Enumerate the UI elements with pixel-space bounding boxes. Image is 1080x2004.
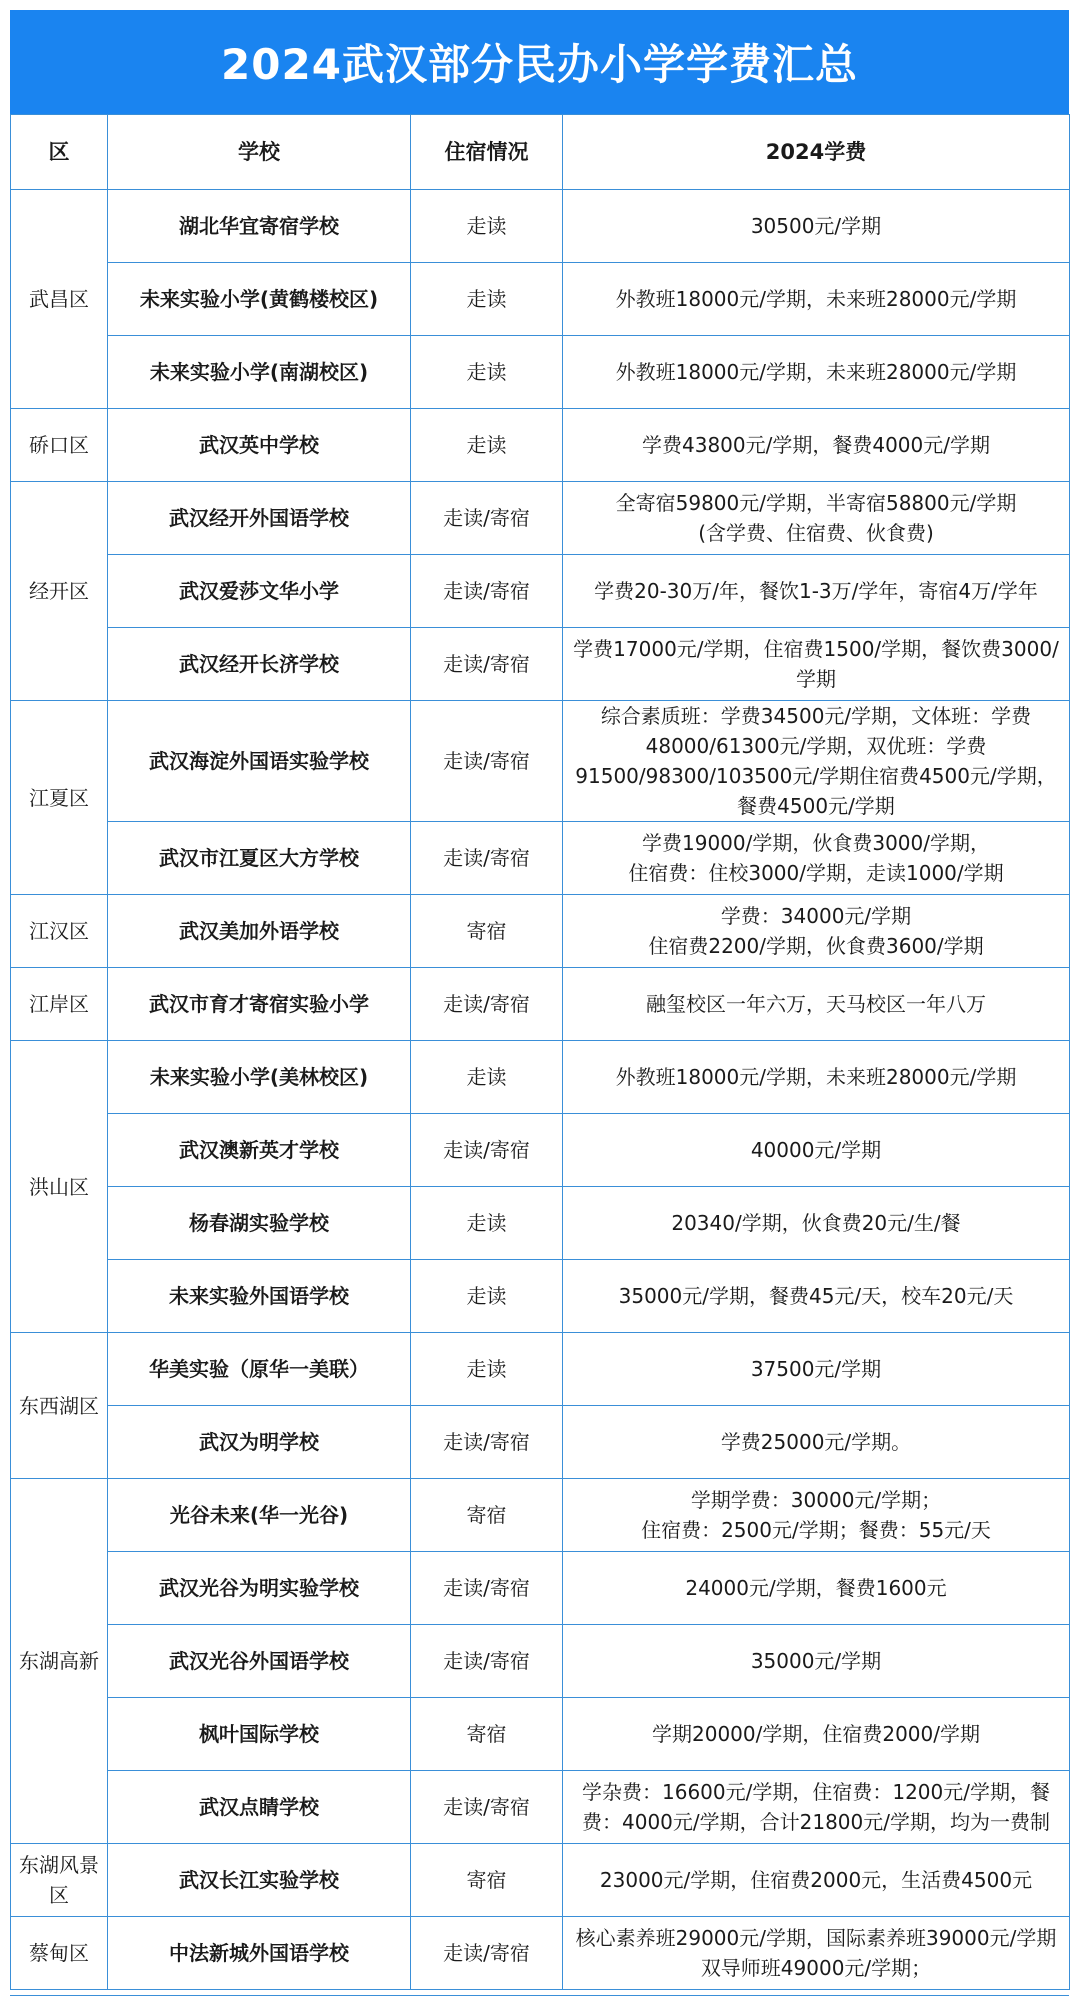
school-name-cell: 武汉经开长济学校 bbox=[108, 628, 411, 701]
table-row bbox=[11, 1844, 1070, 1917]
fee-cell: 学费20-30万/年，餐饮1-3万/学年，寄宿4万/学年 bbox=[563, 555, 1070, 628]
school-name-cell: 华美实验（原华一美联） bbox=[108, 1333, 411, 1406]
fee-cell: 外教班18000元/学期，未来班28000元/学期 bbox=[563, 1041, 1070, 1114]
lodging-cell: 走读 bbox=[411, 1041, 563, 1114]
fee-cell: 40000元/学期 bbox=[563, 1114, 1070, 1187]
lodging-cell: 走读 bbox=[411, 409, 563, 482]
school-name-cell: 枫叶国际学校 bbox=[108, 1698, 411, 1771]
table-row bbox=[11, 822, 1070, 895]
school-name-cell: 武汉美加外语学校 bbox=[108, 895, 411, 968]
fee-cell: 融玺校区一年六万，天马校区一年八万 bbox=[563, 968, 1070, 1041]
school-name-cell: 武汉爱莎文华小学 bbox=[108, 555, 411, 628]
lodging-cell: 走读/寄宿 bbox=[411, 1406, 563, 1479]
district-cell: 东湖风景区 bbox=[11, 1844, 108, 1917]
table-row bbox=[11, 1260, 1070, 1333]
school-name-cell: 杨春湖实验学校 bbox=[108, 1187, 411, 1260]
lodging-cell: 走读 bbox=[411, 190, 563, 263]
table-row bbox=[11, 263, 1070, 336]
header-row bbox=[11, 115, 1070, 190]
district-cell: 硚口区 bbox=[11, 409, 108, 482]
school-name-cell: 武汉光谷为明实验学校 bbox=[108, 1552, 411, 1625]
table-row bbox=[11, 701, 1070, 822]
lodging-cell: 走读 bbox=[411, 1260, 563, 1333]
lodging-cell: 走读 bbox=[411, 1333, 563, 1406]
lodging-cell: 走读/寄宿 bbox=[411, 1771, 563, 1844]
district-cell: 东湖高新 bbox=[11, 1479, 108, 1844]
lodging-cell: 走读 bbox=[411, 263, 563, 336]
lodging-cell: 走读 bbox=[411, 1187, 563, 1260]
district-cell: 东西湖区 bbox=[11, 1333, 108, 1479]
lodging-cell: 走读/寄宿 bbox=[411, 555, 563, 628]
lodging-cell: 寄宿 bbox=[411, 1844, 563, 1917]
fee-cell: 37500元/学期 bbox=[563, 1333, 1070, 1406]
fee-cell: 学费19000/学期，伙食费3000/学期， 住宿费：住校3000/学期，走读1000/学期 bbox=[563, 822, 1070, 895]
district-cell: 江夏区 bbox=[11, 701, 108, 895]
table-row bbox=[11, 482, 1070, 555]
lodging-cell: 走读/寄宿 bbox=[411, 1917, 563, 1990]
fee-cell: 学期学费：30000元/学期； 住宿费：2500元/学期；餐费：55元/天 bbox=[563, 1479, 1070, 1552]
table-row bbox=[11, 1625, 1070, 1698]
district-cell: 江汉区 bbox=[11, 895, 108, 968]
district-cell: 经开区 bbox=[11, 482, 108, 701]
lodging-cell: 走读/寄宿 bbox=[411, 1625, 563, 1698]
fee-cell: 30500元/学期 bbox=[563, 190, 1070, 263]
lodging-cell: 走读 bbox=[411, 336, 563, 409]
district-cell: 江岸区 bbox=[11, 968, 108, 1041]
lodging-cell: 寄宿 bbox=[411, 1479, 563, 1552]
lodging-cell: 走读/寄宿 bbox=[411, 701, 563, 822]
page-title: 2024武汉部分民办小学学费汇总 bbox=[10, 10, 1069, 114]
header-school: 学校 bbox=[108, 115, 411, 190]
lodging-cell: 寄宿 bbox=[411, 895, 563, 968]
lodging-cell: 走读/寄宿 bbox=[411, 1114, 563, 1187]
fee-cell: 35000元/学期 bbox=[563, 1625, 1070, 1698]
fee-table bbox=[10, 114, 1070, 1990]
school-name-cell: 武汉市江夏区大方学校 bbox=[108, 822, 411, 895]
table-row bbox=[11, 1406, 1070, 1479]
lodging-cell: 走读/寄宿 bbox=[411, 968, 563, 1041]
school-name-cell: 未来实验小学(南湖校区) bbox=[108, 336, 411, 409]
table-row bbox=[11, 336, 1070, 409]
table-row bbox=[11, 1917, 1070, 1990]
fee-cell: 20340/学期，伙食费20元/生/餐 bbox=[563, 1187, 1070, 1260]
table-row bbox=[11, 1479, 1070, 1552]
fee-cell: 学费43800元/学期，餐费4000元/学期 bbox=[563, 409, 1070, 482]
school-name-cell: 武汉海淀外国语实验学校 bbox=[108, 701, 411, 822]
table-row bbox=[11, 1187, 1070, 1260]
school-name-cell: 中法新城外国语学校 bbox=[108, 1917, 411, 1990]
fee-cell: 全寄宿59800元/学期，半寄宿58800元/学期 (含学费、住宿费、伙食费) bbox=[563, 482, 1070, 555]
school-name-cell: 武汉为明学校 bbox=[108, 1406, 411, 1479]
table-row bbox=[11, 1698, 1070, 1771]
school-name-cell: 未来实验小学(黄鹤楼校区) bbox=[108, 263, 411, 336]
fee-cell: 35000元/学期，餐费45元/天，校车20元/天 bbox=[563, 1260, 1070, 1333]
fee-cell: 外教班18000元/学期，未来班28000元/学期 bbox=[563, 263, 1070, 336]
school-name-cell: 武汉市育才寄宿实验小学 bbox=[108, 968, 411, 1041]
fee-cell: 学费：34000元/学期 住宿费2200/学期，伙食费3600/学期 bbox=[563, 895, 1070, 968]
school-name-cell: 武汉光谷外国语学校 bbox=[108, 1625, 411, 1698]
fee-cell: 学杂费：16600元/学期，住宿费：1200元/学期，餐费：4000元/学期，合计21800元/学期，均为一费制 bbox=[563, 1771, 1070, 1844]
table-row bbox=[11, 555, 1070, 628]
school-name-cell: 武汉澳新英才学校 bbox=[108, 1114, 411, 1187]
table-row bbox=[11, 1552, 1070, 1625]
header-district: 区 bbox=[11, 115, 108, 190]
fee-cell: 学费17000元/学期，住宿费1500/学期，餐饮费3000/学期 bbox=[563, 628, 1070, 701]
table-row bbox=[11, 968, 1070, 1041]
lodging-cell: 走读/寄宿 bbox=[411, 1552, 563, 1625]
lodging-cell: 寄宿 bbox=[411, 1698, 563, 1771]
header-lodging: 住宿情况 bbox=[411, 115, 563, 190]
table-row bbox=[11, 1333, 1070, 1406]
table-row bbox=[11, 1041, 1070, 1114]
lodging-cell: 走读/寄宿 bbox=[411, 822, 563, 895]
fee-cell: 学费25000元/学期。 bbox=[563, 1406, 1070, 1479]
school-name-cell: 武汉长江实验学校 bbox=[108, 1844, 411, 1917]
table-row bbox=[11, 190, 1070, 263]
district-cell: 蔡甸区 bbox=[11, 1917, 108, 1990]
fee-cell: 23000元/学期，住宿费2000元，生活费4500元 bbox=[563, 1844, 1070, 1917]
school-name-cell: 湖北华宜寄宿学校 bbox=[108, 190, 411, 263]
school-name-cell: 未来实验小学(美林校区) bbox=[108, 1041, 411, 1114]
table-row bbox=[11, 409, 1070, 482]
table-row bbox=[11, 895, 1070, 968]
fee-cell: 学期20000/学期，住宿费2000/学期 bbox=[563, 1698, 1070, 1771]
header-fee: 2024学费 bbox=[563, 115, 1070, 190]
school-name-cell: 未来实验外国语学校 bbox=[108, 1260, 411, 1333]
fee-cell: 核心素养班29000元/学期，国际素养班39000元/学期 双导师班49000元/学期； bbox=[563, 1917, 1070, 1990]
fee-cell: 24000元/学期，餐费1600元 bbox=[563, 1552, 1070, 1625]
table-row bbox=[11, 628, 1070, 701]
fee-cell: 综合素质班：学费34500元/学期，文体班：学费48000/61300元/学期，双优班：学费91500/98300/103500元/学期住宿费4500元/学期，餐费4500元/学期 bbox=[563, 701, 1070, 822]
lodging-cell: 走读/寄宿 bbox=[411, 482, 563, 555]
table-row bbox=[11, 1114, 1070, 1187]
table-row bbox=[11, 1771, 1070, 1844]
district-cell: 洪山区 bbox=[11, 1041, 108, 1333]
lodging-cell: 走读/寄宿 bbox=[411, 628, 563, 701]
district-cell: 武昌区 bbox=[11, 190, 108, 409]
school-name-cell: 光谷未来(华一光谷) bbox=[108, 1479, 411, 1552]
fee-cell: 外教班18000元/学期，未来班28000元/学期 bbox=[563, 336, 1070, 409]
school-name-cell: 武汉点睛学校 bbox=[108, 1771, 411, 1844]
fee-table-body bbox=[11, 190, 1070, 1990]
school-name-cell: 武汉经开外国语学校 bbox=[108, 482, 411, 555]
school-name-cell: 武汉英中学校 bbox=[108, 409, 411, 482]
